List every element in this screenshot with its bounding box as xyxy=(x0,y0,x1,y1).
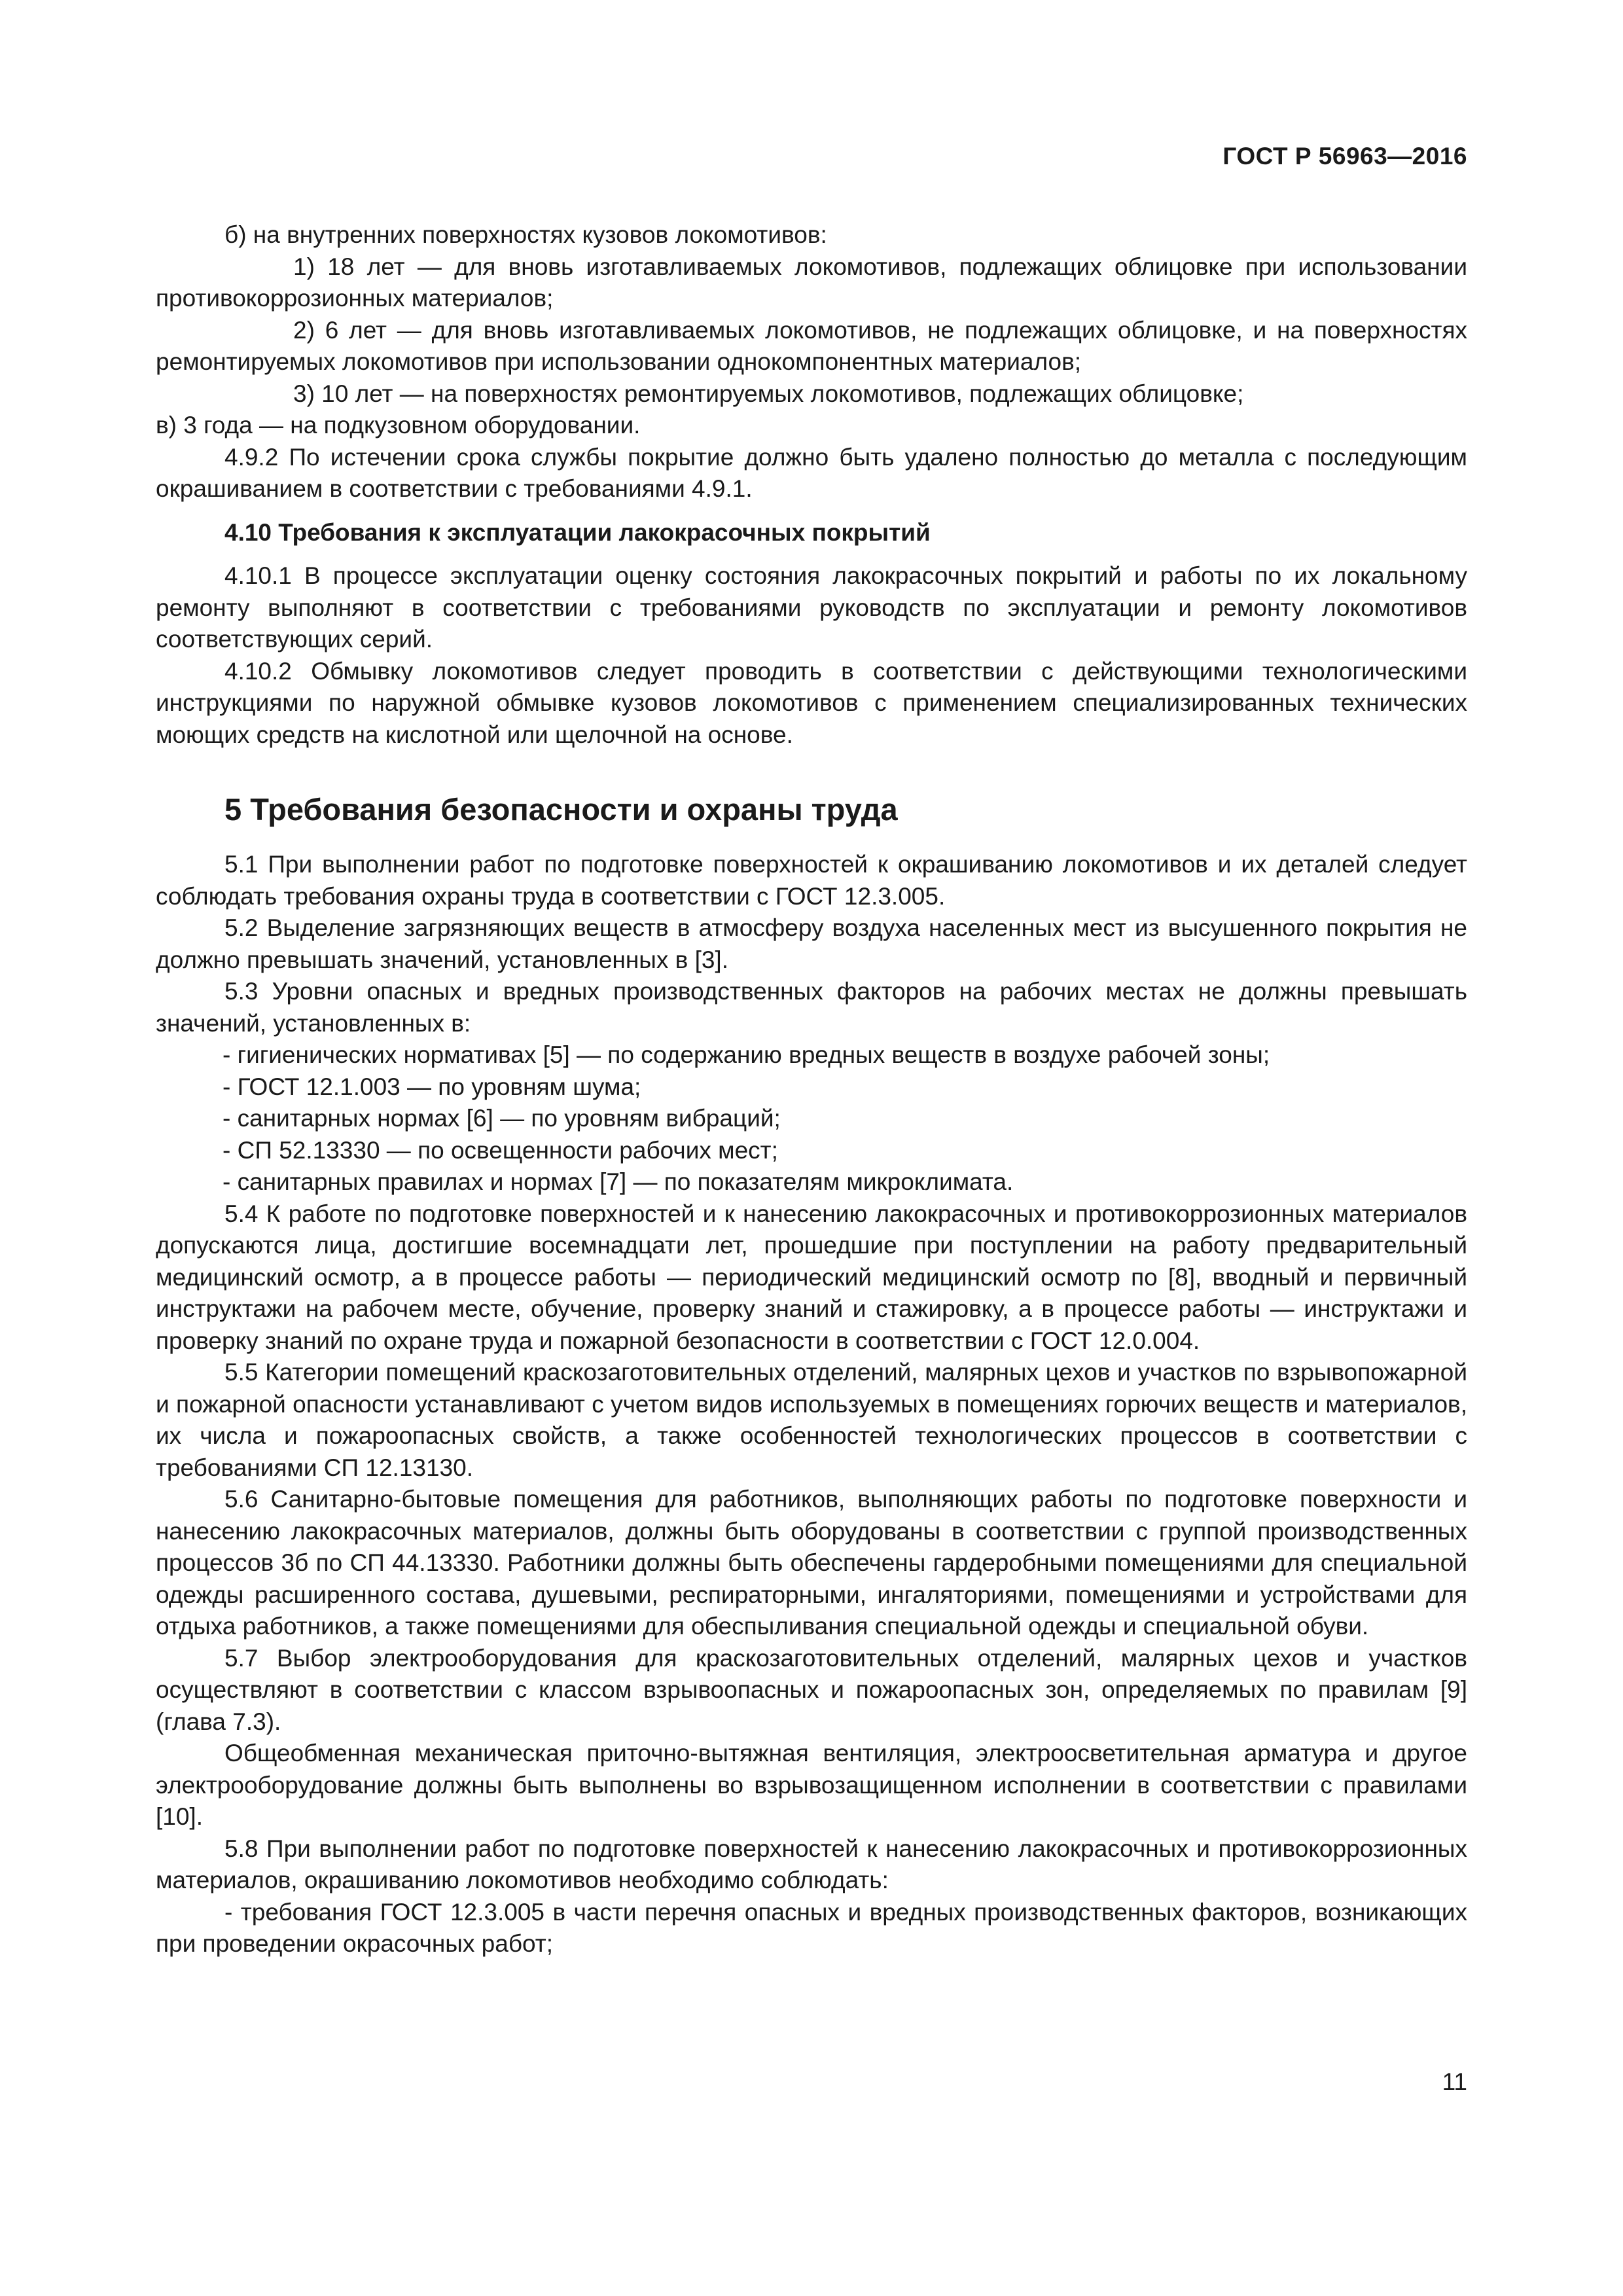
paragraph: 5.5 Категории помещений краскозаготовительных отделений, малярных цехов и участков по взрывопожарной и пожарной опасности устанавливают с учетом видов используемых в помещениях горючих веществ и материалов, их числа и пожароопасных свойств, а также особенностей технологических процессов в соответствии с требованиями СП 12.13130. xyxy=(156,1359,1467,1481)
paragraph: 5.6 Санитарно-бытовые помещения для работников, выполняющих работы по подготовке поверхности и нанесению лакокрасочных материалов, должны быть оборудованы в соответствии с группой производственных процессов 3б по СП 44.13330. Работники должны быть обеспечены гардеробными помещениями для специальной одежды расширенного состава, душевыми, респираторными, ингаляториями, помещениями и устройствами для отдыха работников, а также помещениями для обеспыливания специальной одежды и специальной обуви. xyxy=(156,1486,1467,1640)
bullet-item: - требования ГОСТ 12.3.005 в части перечня опасных и вредных производственных факторов, возникающих при проведении окрасочных работ; xyxy=(156,1898,1467,1957)
document-code-header: ГОСТ Р 56963—2016 xyxy=(1222,143,1467,170)
bullet-item: - ГОСТ 12.1.003 — по уровням шума; xyxy=(223,1073,641,1100)
section-heading: 5 Требования безопасности и охраны труда xyxy=(224,792,898,827)
paragraph: 4.10.1 В процессе эксплуатации оценку состояния лакокрасочных покрытий и работы по их локальному ремонту выполняют в соответствии с требованиями руководств по эксплуатации и ремонту локомотивов соответствующих серий. xyxy=(156,562,1467,653)
list-item: 3) 10 лет — на поверхностях ремонтируемых локомотивов, подлежащих облицовке; xyxy=(293,380,1244,407)
paragraph: Общеобменная механическая приточно-вытяжная вентиляция, электроосветительная арматура и другое электрооборудование должны быть выполнены во взрывозащищенном исполнении в соответствии с правилами [10]. xyxy=(156,1740,1467,1830)
bullet-item: - гигиенических нормативах [5] — по содержанию вредных веществ в воздухе рабочей зоны; xyxy=(223,1041,1270,1068)
list-item: в) 3 года — на подкузовном оборудовании. xyxy=(156,412,641,439)
paragraph: 5.1 При выполнении работ по подготовке поверхностей к окрашиванию локомотивов и их деталей следует соблюдать требования охраны труда в соответствии с ГОСТ 12.3.005. xyxy=(156,851,1467,910)
list-item: б) на внутренних поверхностях кузовов локомотивов: xyxy=(224,221,827,248)
paragraph: 5.4 К работе по подготовке поверхностей и к нанесению лакокрасочных и противокоррозионных материалов допускаются лица, достигшие восемнадцати лет, прошедшие при поступлении на работу предварительный медицинский осмотр, а в процессе работы — периодический медицинский осмотр по [8], вводный и первичный инструктажи на рабочем месте, обучение, проверку знаний и стажировку, а в процессе работы — инструктажи и проверку знаний по охране труда и пожарной безопасности в соответствии с ГОСТ 12.0.004. xyxy=(156,1200,1467,1354)
page-number: 11 xyxy=(1442,2068,1467,2095)
paragraph: 5.7 Выбор электрооборудования для краскозаготовительных отделений, малярных цехов и участков осуществляют в соответствии с классом взрывоопасных и пожароопасных зон, определяемых по правилам [9] (глава 7.3). xyxy=(156,1644,1467,1735)
paragraph: 5.8 При выполнении работ по подготовке поверхностей к нанесению лакокрасочных и противокоррозионных материалов, окрашиванию локомотивов необходимо соблюдать: xyxy=(156,1835,1467,1893)
paragraph: 4.9.2 По истечении срока службы покрытие должно быть удалено полностью до металла с последующим окрашиванием в соответствии с требованиями 4.9.1. xyxy=(156,443,1467,502)
bullet-item: - санитарных нормах [6] — по уровням вибраций; xyxy=(223,1105,781,1132)
paragraph: 5.3 Уровни опасных и вредных производственных факторов на рабочих местах не должны превышать значений, установленных в: xyxy=(156,978,1467,1037)
list-item: 2) 6 лет — для вновь изготавливаемых локомотивов, не подлежащих облицовке, и на поверхностях ремонтируемых локомотивов при использовании однокомпонентных материалов; xyxy=(156,316,1467,375)
paragraph: 4.10.2 Обмывку локомотивов следует проводить в соответствии с действующими технологическими инструкциями по наружной обмывке кузовов локомотивов с применением специализированных технических моющих средств на кислотной или щелочной на основе. xyxy=(156,657,1467,748)
bullet-item: - санитарных правилах и нормах [7] — по показателям микроклимата. xyxy=(223,1168,1014,1195)
paragraph: 5.2 Выделение загрязняющих веществ в атмосферу воздуха населенных мест из высушенного покрытия не должно превышать значений, установленных в [3]. xyxy=(156,914,1467,973)
page-content xyxy=(156,219,1467,1960)
bullet-item: - СП 52.13330 — по освещенности рабочих мест; xyxy=(223,1136,778,1164)
subsection-heading: 4.10 Требования к эксплуатации лакокрасочных покрытий xyxy=(224,518,931,546)
list-item: 1) 18 лет — для вновь изготавливаемых локомотивов, подлежащих облицовке при использовании противокоррозионных материалов; xyxy=(156,253,1467,312)
